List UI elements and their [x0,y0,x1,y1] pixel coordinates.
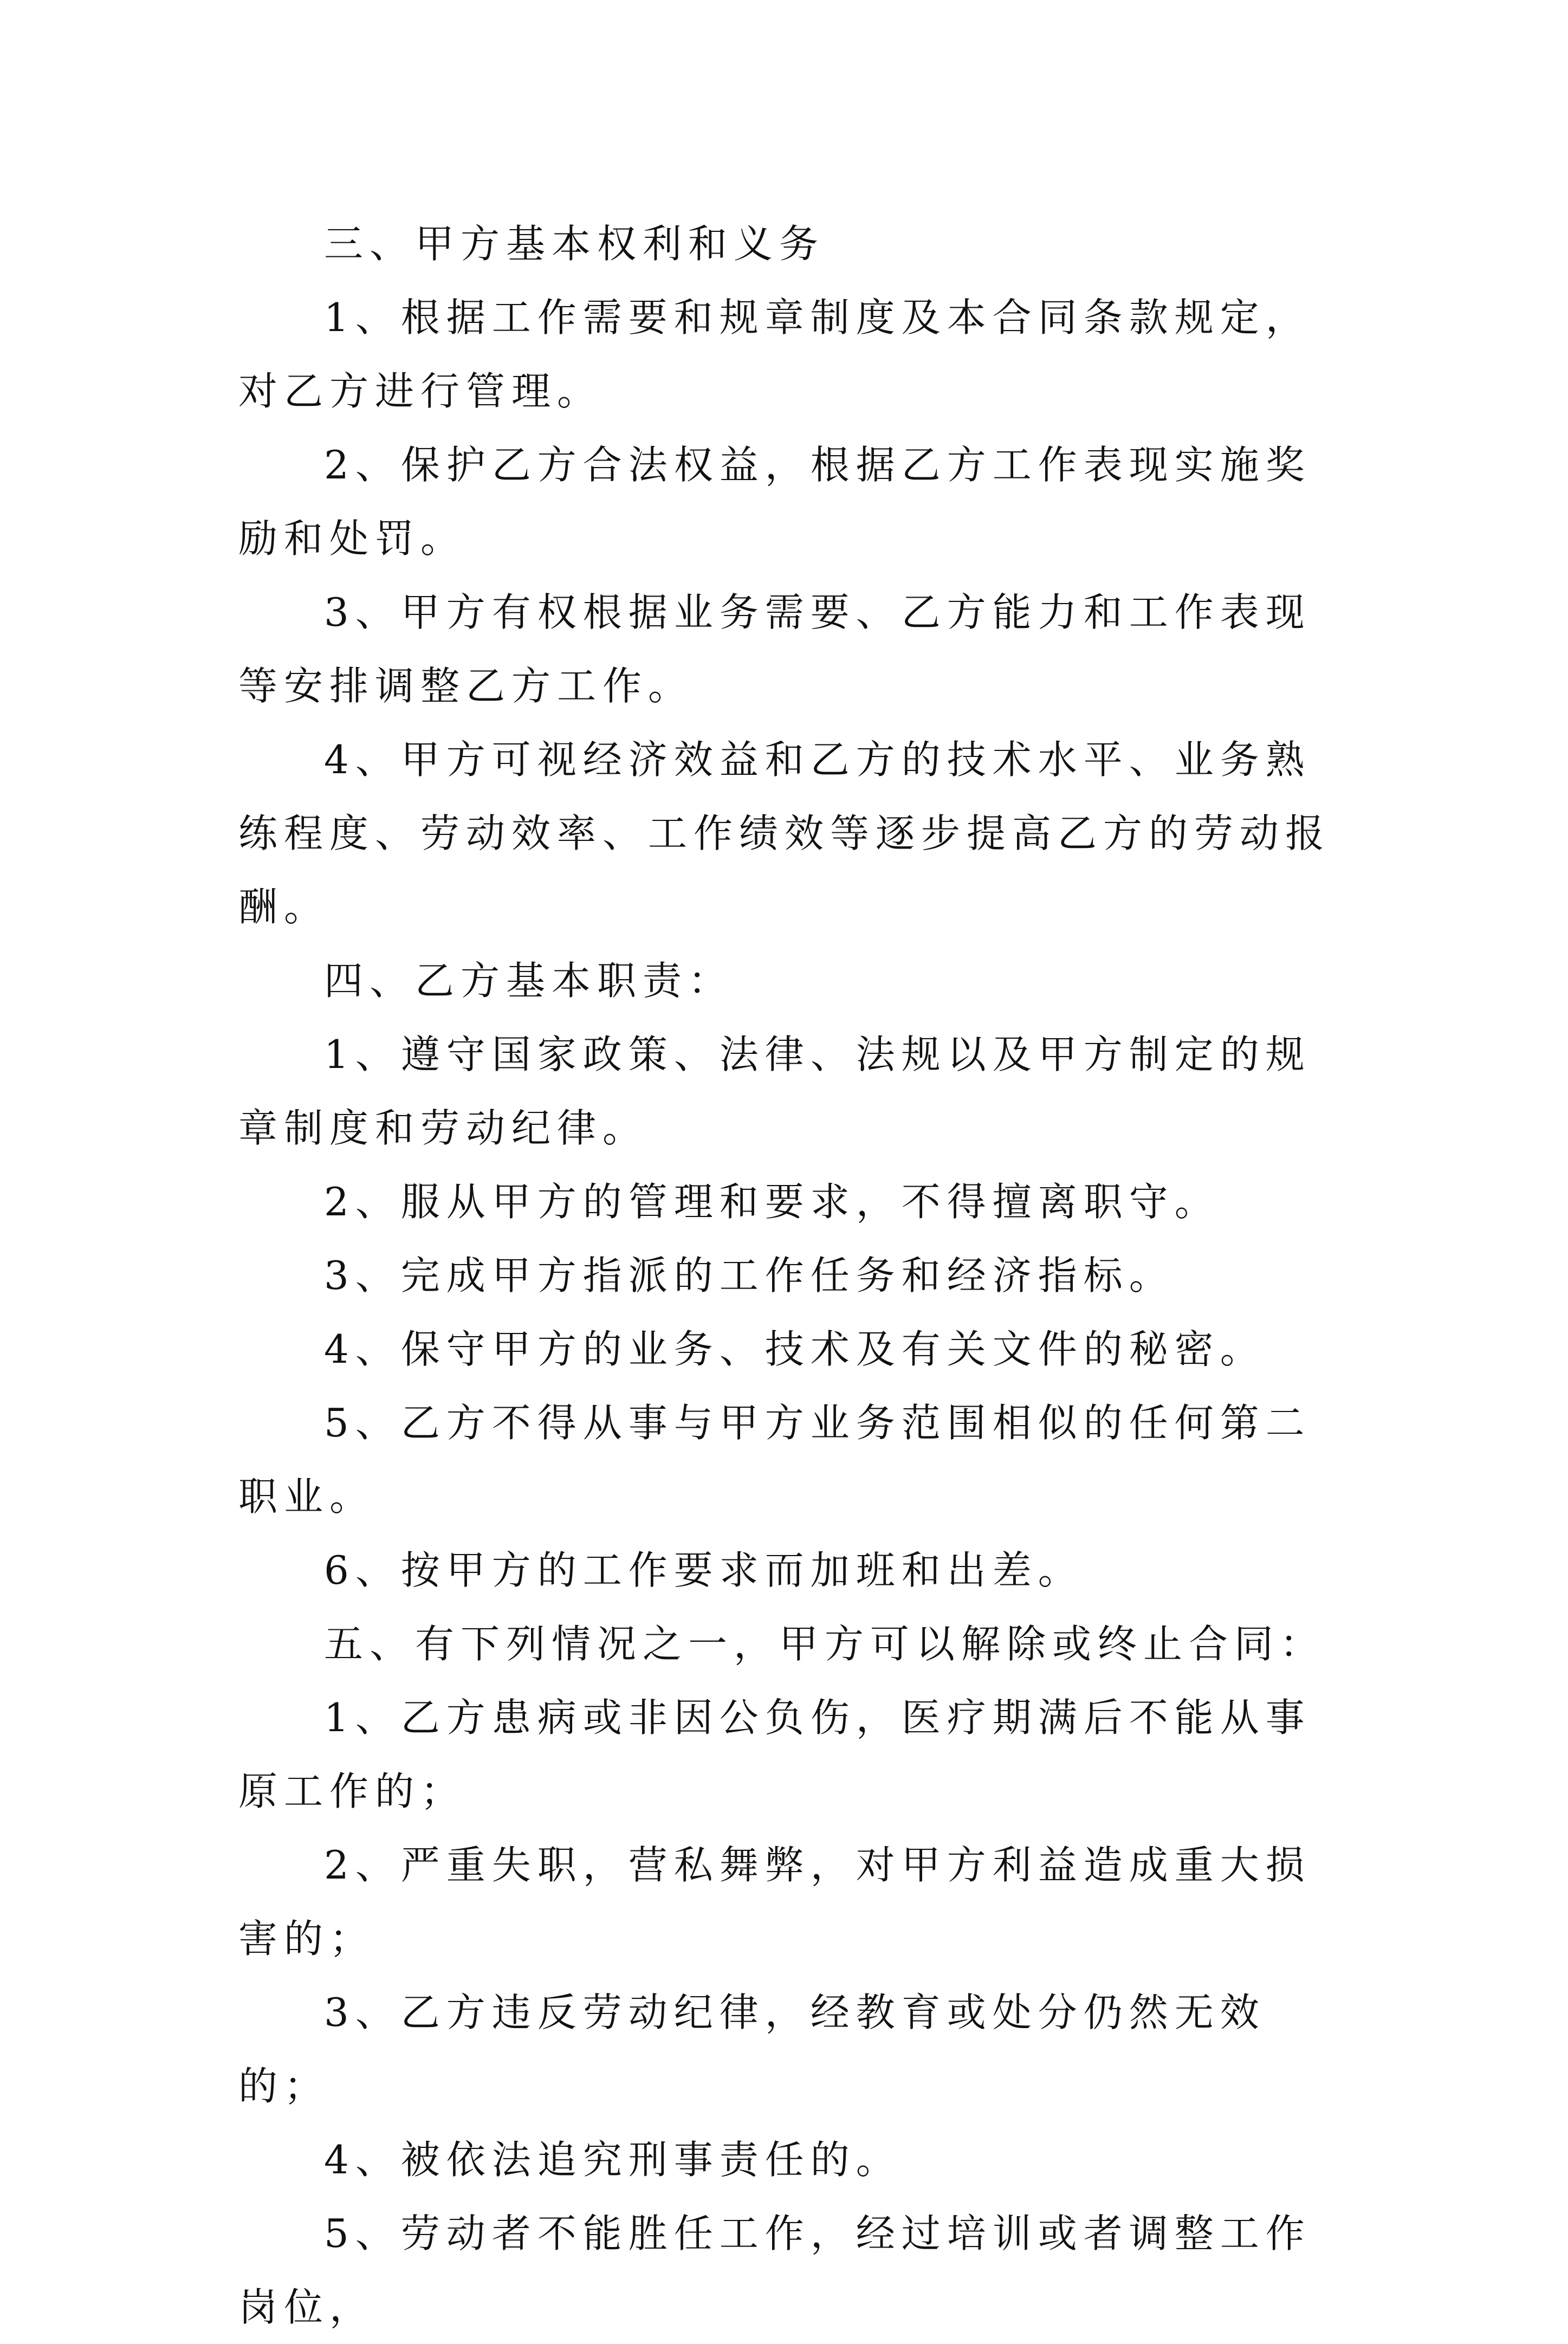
document-body [238,207,1338,2344]
clause-4-2: 2、服从甲方的管理和要求，不得擅离职守。 [324,1179,1220,1225]
clause-5-5: 5、劳动者不能胜任工作，经过培训或者调整工作岗位， [238,2211,1311,2330]
clause-5-3: 3、乙方违反劳动纪律，经教育或处分仍然无效的； [238,1990,1266,2109]
clause-3-4: 4、甲方可视经济效益和乙方的技术水平、业务熟练程度、劳动效率、工作绩效等逐步提高乙方的劳动报酬。 [238,737,1331,930]
clause-3-2: 2、保护乙方合法权益，根据乙方工作表现实施奖励和处罚。 [238,442,1311,561]
clause-4-3: 3、完成甲方指派的工作任务和经济指标。 [324,1253,1175,1298]
clause-3-1: 1、根据工作需要和规章制度及本合同条款规定，对乙方进行管理。 [238,295,1311,414]
clause-4-6: 6、按甲方的工作要求而加班和出差。 [324,1547,1084,1593]
clause-3-3: 3、甲方有权根据业务需要、乙方能力和工作表现等安排调整乙方工作。 [238,590,1311,709]
clause-4-5: 5、乙方不得从事与甲方业务范围相似的任何第二职业。 [238,1400,1311,1519]
section-heading-3: 三、甲方基本权利和义务 [324,221,825,267]
clause-5-2: 2、严重失职，营私舞弊，对甲方利益造成重大损害的； [238,1842,1311,1961]
clause-4-4: 4、保守甲方的业务、技术及有关文件的秘密。 [324,1326,1266,1372]
section-heading-5: 五、有下列情况之一，甲方可以解除或终止合同： [324,1621,1326,1667]
clause-4-1: 1、遵守国家政策、法律、法规以及甲方制定的规章制度和劳动纪律。 [238,1032,1311,1151]
clause-5-1: 1、乙方患病或非因公负伤，医疗期满后不能从事原工作的； [238,1695,1311,1814]
clause-5-4: 4、被依法追究刑事责任的。 [324,2137,902,2183]
section-heading-4: 四、乙方基本职责： [324,958,734,1003]
